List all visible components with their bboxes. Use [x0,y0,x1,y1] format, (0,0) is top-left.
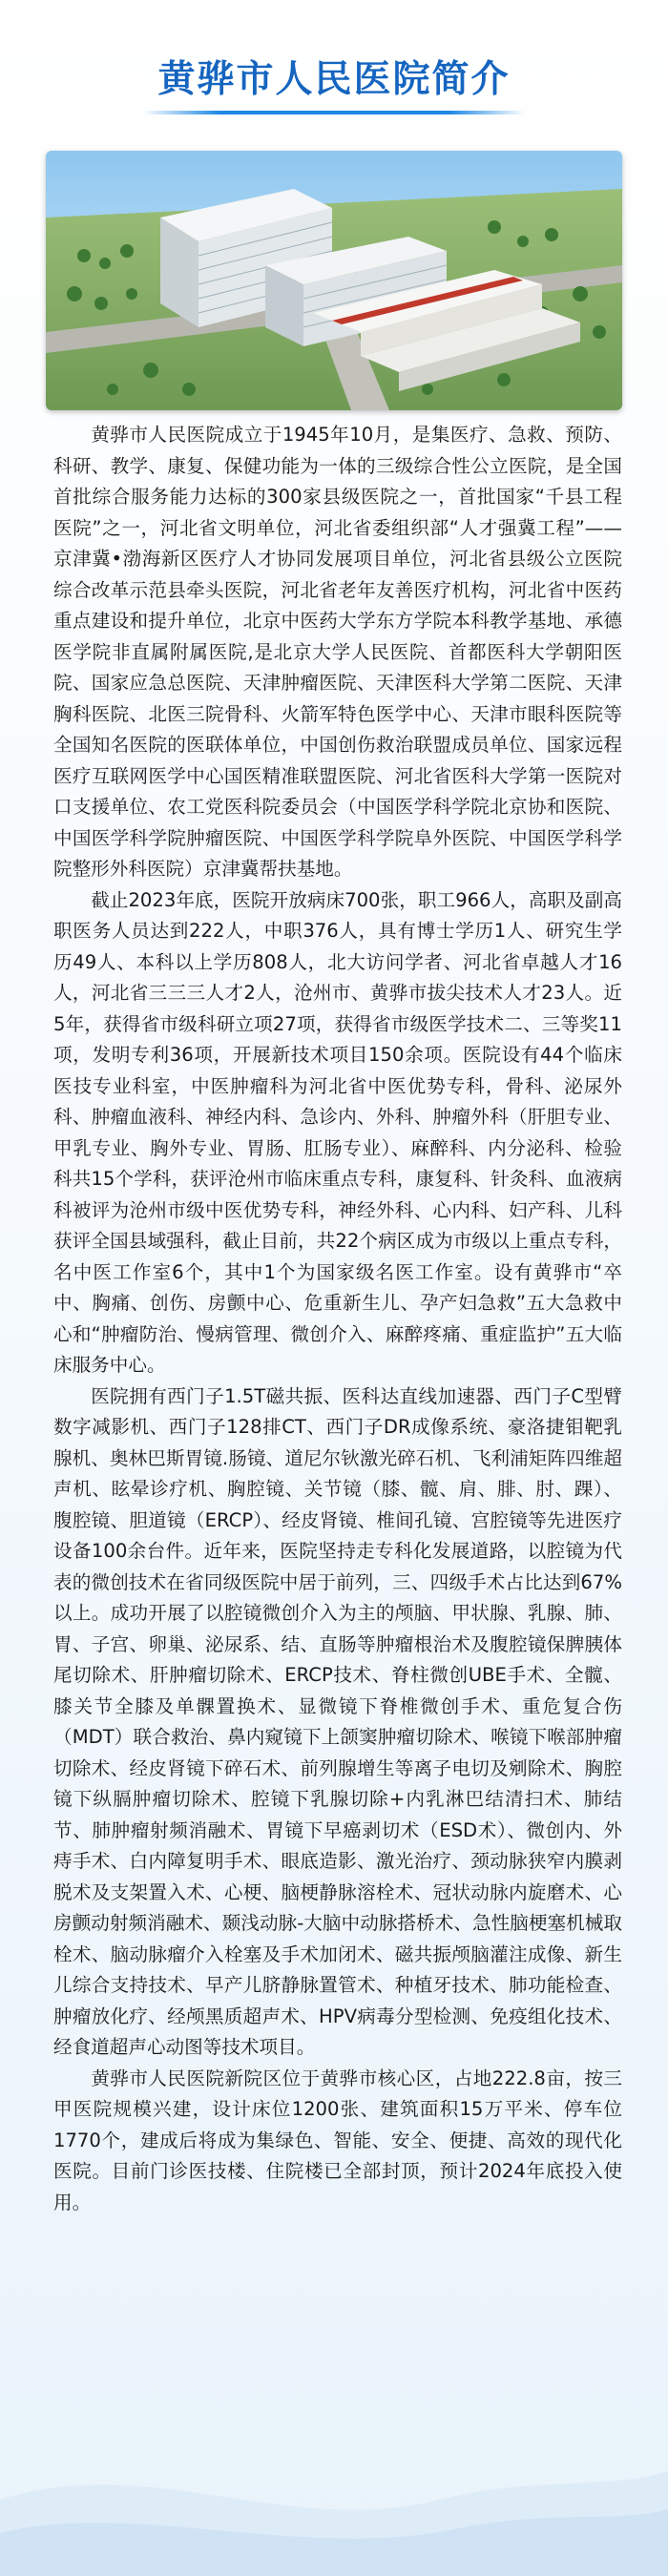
bottom-wave-decoration [0,2433,668,2576]
intro-text [53,420,622,2218]
hospital-aerial-photo [46,151,622,410]
title-underline [143,111,525,114]
paragraph-equipment-and-techniques: 医院拥有西门子1.5T磁共振、医科达直线加速器、西门子C型臂数字减影机、西门子128排CT、西门子DR成像系统、豪洛捷钼靶乳腺机、奥林巴斯胃镜.肠镜、道尼尔钬激光碎石机、飞利浦矩阵四维超声机、眩晕诊疗机、胸腔镜、关节镜（膝、髋、肩、腓、肘、踝）、腹腔镜、胆道镜（ERCP）、经皮肾镜、椎间孔镜、宫腔镜等先进医疗设备100余台件。近年来，医院坚持走专科化发展道路，以腔镜为代表的微创技术在省同级医院中居于前列，三、四级手术占比达到67%以上。成功开展了以腔镜微创介入为主的颅脑、甲状腺、乳腺、肺、胃、子宫、卵巢、泌尿系、结、直肠等肿瘤根治术及腹腔镜保脾胰体尾切除术、肝肿瘤切除术、ERCP技术、脊柱微创UBE手术、全髋、膝关节全膝及单髁置换术、显微镜下脊椎微创手术、重危复合伤（MDT）联合救治、鼻内窥镜下上颌窦肿瘤切除术、喉镜下喉部肿瘤切除术、经皮肾镜下碎石术、前列腺增生等离子电切及剜除术、胸腔镜下纵膈肿瘤切除术、腔镜下乳腺切除+内乳淋巴结清扫术、肺结节、肺肿瘤射频消融术、胃镜下早癌剥切术（ESD术）、微创内、外痔手术、白内障复明手术、眼底造影、激光治疗、颈动脉狭窄内膜剥脱术及支架置入术、心梗、脑梗静脉溶栓术、冠状动脉内旋磨术、心房颤动射频消融术、颞浅动脉-大脑中动脉搭桥术、急性脑梗塞机械取栓术、脑动脉瘤介入栓塞及手术加闭术、磁共振颅脑灌注成像、新生儿综合支持技术、早产儿脐静脉置管术、种植牙技术、肺功能检查、肿瘤放化疗、经颅黑质超声术、HPV病毒分型检测、免疫组化技术、经食道超声心动图等技术项目。 [53,1384,622,2058]
paragraph-new-campus: 黄骅市人民医院新院区位于黄骅市核心区，占地222.8亩，按三甲医院规模兴建，设计床位1200张、建筑面积15万平米、停车位1770个，建成后将成为集绿色、智能、安全、便捷、高效的现代化医院。目前门诊医技楼、住院楼已全部封顶，预计2024年底投入使用。 [53,2067,622,2213]
paragraph-staff-and-specialties: 截止2023年底，医院开放病床700张，职工966人，高职及副高职医务人员达到222人，中职376人，具有博士学历1人、研究生学历49人、本科以上学历808人，北大访问学者、河北省卓越人才16人，河北省三三三人才2人，沧州市、黄骅市拔尖技术人才23人。近5年，获得省市级科研立项27项，获得省市级医学技术二、三等奖11项，发明专利36项，开展新技术项目150余项。医院设有44个临床医技专业科室，中医肿瘤科为河北省中医优势专科，骨科、泌尿外科、肿瘤血液科、神经内科、急诊内、外科、肿瘤外科（肝胆专业、甲乳专业、胸外专业、胃肠、肛肠专业）、麻醉科、内分泌科、检验科共15个学科，获评沧州市临床重点专科，康复科、针灸科、血液病科被评为沧州市级中医优势专科，神经外科、心内科、妇产科、儿科获评全国县域强科，截止目前，共22个病区成为市级以上重点专科，名中医工作室6个，其中1个为国家级名医工作室。设有黄骅市“卒中、胸痛、创伤、房颤中心、危重新生儿、孕产妇急救”五大急救中心和“肿瘤防治、慢病管理、微创介入、麻醉疼痛、重症监护”五大临床服务中心。 [53,888,622,1376]
paragraph-overview: 黄骅市人民医院成立于1945年10月，是集医疗、急救、预防、科研、教学、康复、保健功能为一体的三级综合性公立医院，是全国首批综合服务能力达标的300家县级医院之一，首批国家“千县工程医院”之一，河北省文明单位，河北省委组织部“人才强冀工程”——京津冀•渤海新区医疗人才协同发展项目单位，河北省县级公立医院综合改革示范县牵头医院，河北省老年友善医疗机构，河北省中医药重点建设和提升单位，北京中医药大学东方学院本科教学基地、承德医学院非直属附属医院,是北京大学人民医院、首都医科大学朝阳医院、国家应急总医院、天津肿瘤医院、天津医科大学第二医院、天津胸科医院、北医三院骨科、火箭军特色医学中心、天津市眼科医院等全国知名医院的医联体单位，中国创伤救治联盟成员单位、国家远程医疗互联网医学中心国医精准联盟医院、河北省医科大学第一医院对口支援单位、农工党医科院委员会（中国医学科学院北京协和医院、中国医学科学院肿瘤医院、中国医学科学院阜外医院、中国医学科学院整形外科医院）京津冀帮扶基地。 [53,424,622,880]
page-title: 黄骅市人民医院简介 [157,58,511,101]
